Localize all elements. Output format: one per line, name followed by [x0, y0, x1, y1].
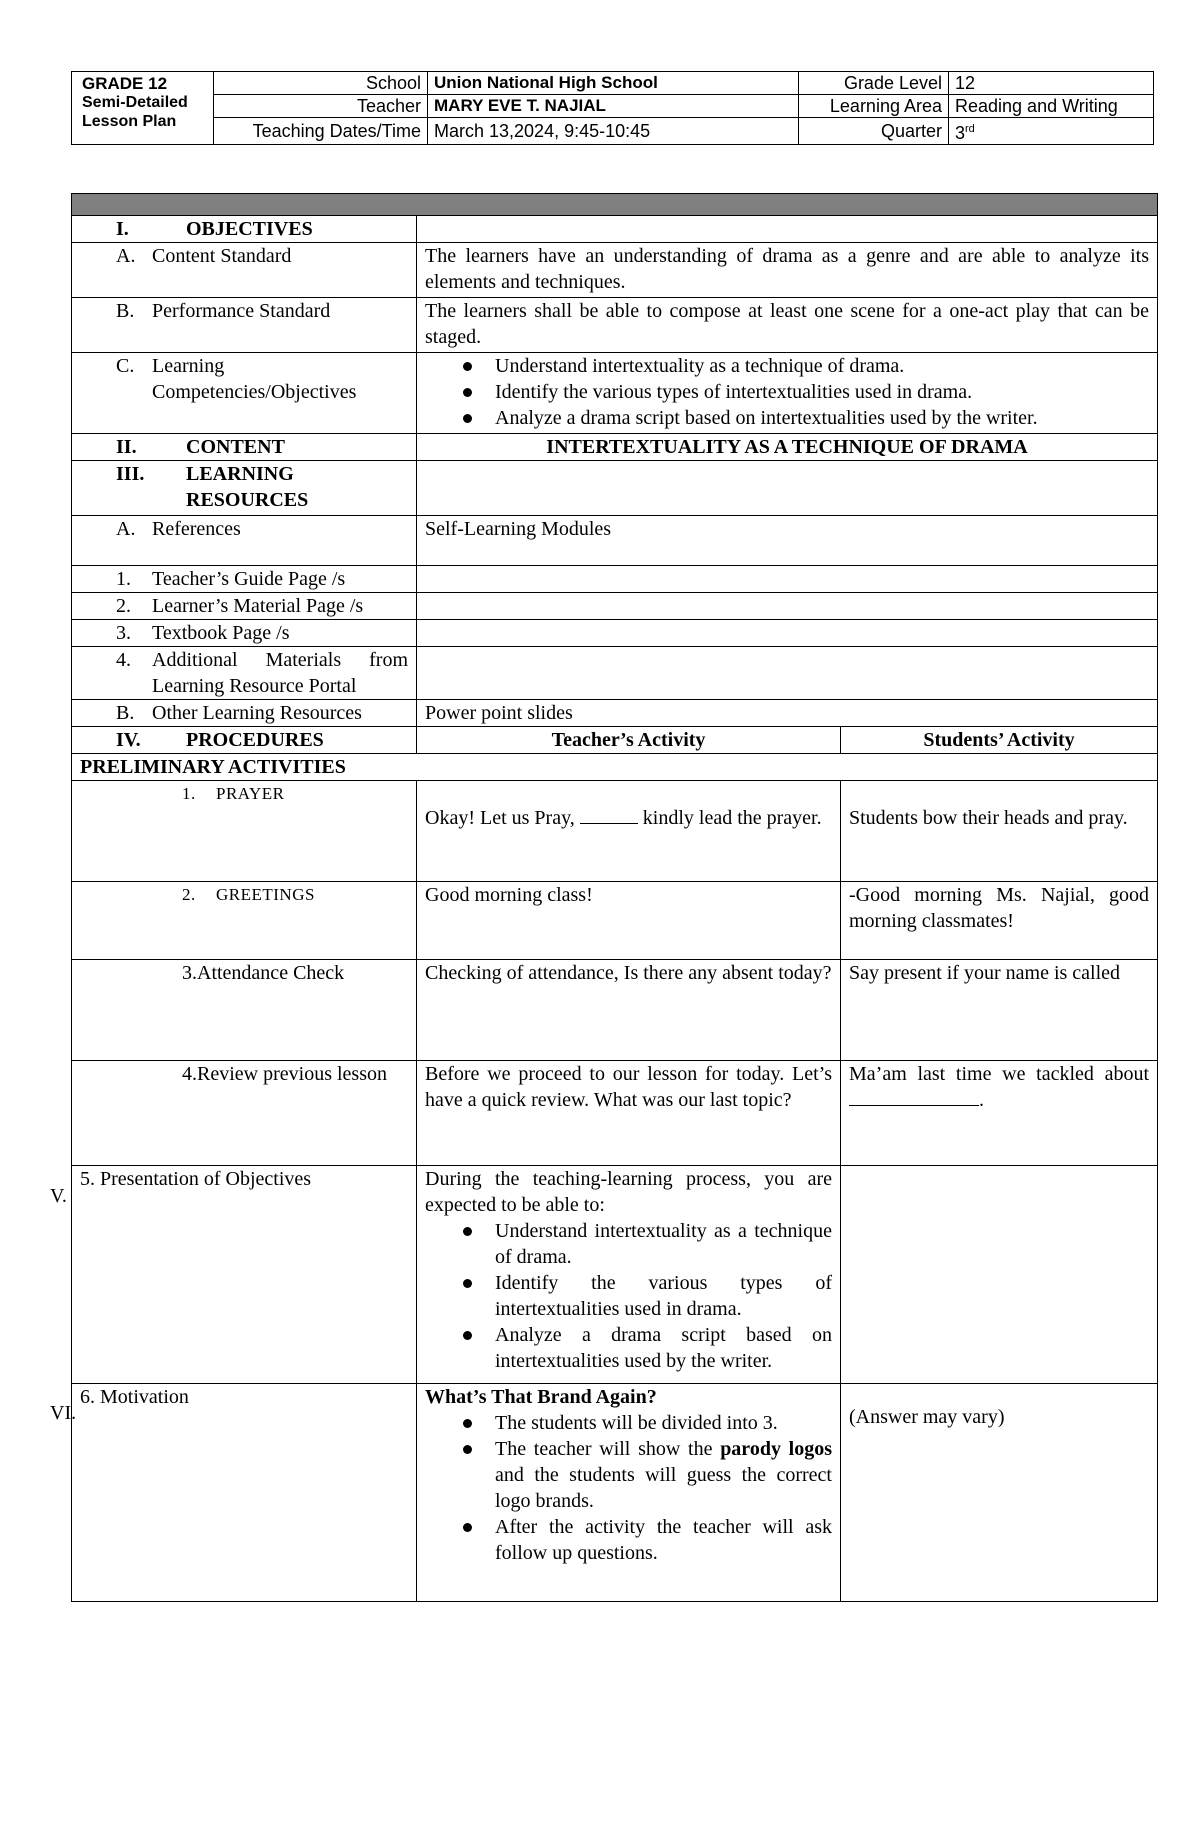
attendance-students: Say present if your name is called: [841, 960, 1158, 1061]
references-value: Self-Learning Modules: [417, 516, 1158, 566]
prayer-label: 1. PRAYER: [72, 781, 417, 882]
dates-label: Teaching Dates/Time: [214, 118, 428, 145]
objectives-heading: I. OBJECTIVES: [72, 216, 417, 243]
resources-row: III. LEARNING RESOURCES: [72, 461, 1158, 516]
list-item: Identify the various types of intertextualities used in drama.: [495, 1272, 832, 1320]
list-item: The students will be divided into 3.: [495, 1410, 832, 1436]
greetings-row: [72, 882, 1158, 960]
competencies-row: C. Learning Competencies/Objectives Understand intertextuality as a technique of drama. Identify the various types of intertextualities used in drama. Analyze a drama script based on intertextualities used by the writer.: [72, 353, 1158, 434]
procedures-header-row: IV. PROCEDURES Teacher’s Activity Students’ Activity: [72, 727, 1158, 754]
list-item: The teacher will show the parody logos and the students will guess the correct logo brands.: [495, 1438, 833, 1512]
learning-area-label: Learning Area: [799, 95, 949, 118]
quarter-label: Quarter: [799, 118, 949, 145]
competencies-list-cell: [417, 353, 1158, 434]
lesson-plan-table: [71, 193, 1158, 1602]
content-heading: CONTENT: [186, 436, 285, 458]
teacher-value: MARY EVE T. NAJIAL: [428, 95, 799, 118]
prayer-row: [72, 781, 1158, 882]
other-resources-value: Power point slides: [417, 700, 1158, 727]
grade-level-label: Grade Level: [799, 72, 949, 95]
table-row: 3. Textbook Page /s: [72, 620, 1158, 647]
greetings-students: -Good morning Ms. Najial, good morning classmates!: [841, 882, 1158, 960]
content-standard-row: A. Content Standard The learners have an understanding of drama as a genre and are able to analyze its elements and techniques.: [72, 243, 1158, 298]
references-row: A. References Self-Learning Modules: [72, 516, 1158, 566]
motivation-row: [72, 1384, 1158, 1602]
quarter-value: 3rd: [949, 118, 1154, 145]
performance-standard-row: B. Performance Standard The learners shall be able to compose at least one scene for a one-act play that can be staged.: [72, 298, 1158, 353]
motivation-list: [425, 1410, 832, 1566]
review-students: Ma’am last time we tackled about .: [841, 1061, 1158, 1166]
resources-heading: LEARNING RESOURCES: [186, 463, 309, 511]
topic-blank: [849, 1091, 979, 1106]
content-standard-label: Content Standard: [152, 245, 292, 267]
header-table: [71, 71, 1154, 145]
dates-value: March 13,2024, 9:45-10:45: [428, 118, 799, 145]
gray-header-bar: [72, 194, 1158, 216]
motivation-students: (Answer may vary): [841, 1384, 1158, 1602]
list-item: Understand intertextuality as a technique of drama.: [495, 1220, 832, 1268]
list-item: Identify the various types of intertextualities used in drama.: [495, 379, 1149, 405]
review-teacher: Before we proceed to our lesson for today. Let’s have a quick review. What was our last topic?: [417, 1061, 841, 1166]
procedures-heading: PROCEDURES: [186, 729, 324, 751]
presentation-label: 5. Presentation of Objectives: [72, 1166, 417, 1384]
teacher-activity-header: Teacher’s Activity: [417, 727, 841, 754]
competencies-list: [425, 353, 1149, 431]
activity-title: What’s That Brand Again?: [425, 1386, 657, 1408]
list-item: Analyze a drama script based on intertextualities used by the writer.: [495, 1324, 832, 1372]
review-label: 4.Review previous lesson: [72, 1061, 417, 1166]
motivation-teacher: [417, 1384, 841, 1602]
motivation-label: 6. Motivation: [72, 1384, 417, 1602]
plan-title: GRADE 12 Semi-Detailed Lesson Plan: [72, 72, 214, 145]
greetings-label: 2. GREETINGS: [72, 882, 417, 960]
presentation-objectives-list: [425, 1218, 832, 1374]
review-row: [72, 1061, 1158, 1166]
preliminary-row: [72, 754, 1158, 781]
content-row: II. CONTENT INTERTEXTUALITY AS A TECHNIQUE OF DRAMA: [72, 434, 1158, 461]
content-standard-text: The learners have an understanding of drama as a genre and are able to analyze its elements and techniques.: [417, 243, 1158, 298]
objectives-row: [72, 216, 1158, 243]
greetings-teacher: Good morning class!: [417, 882, 841, 960]
performance-standard-label: Performance Standard: [152, 300, 331, 322]
list-item: After the activity the teacher will ask follow up questions.: [495, 1516, 832, 1564]
content-topic: INTERTEXTUALITY AS A TECHNIQUE OF DRAMA: [417, 434, 1158, 461]
attendance-row: [72, 960, 1158, 1061]
margin-numeral-vi: VI.: [50, 1402, 77, 1424]
prayer-students: Students bow their heads and pray.: [841, 781, 1158, 882]
list-item: Understand intertextuality as a technique of drama.: [495, 353, 1149, 379]
table-row: 4. Additional Materials from Learning Resource Portal: [72, 647, 1158, 700]
presentation-row: [72, 1166, 1158, 1384]
other-resources-row: B. Other Learning Resources Power point slides: [72, 700, 1158, 727]
prayer-teacher: Okay! Let us Pray, kindly lead the prayer.: [417, 781, 841, 882]
school-label: School: [214, 72, 428, 95]
table-row: 2. Learner’s Material Page /s: [72, 593, 1158, 620]
references-label: References: [152, 518, 241, 540]
performance-standard-text: The learners shall be able to compose at least one scene for a one-act play that can be staged.: [417, 298, 1158, 353]
students-activity-header: Students’ Activity: [841, 727, 1158, 754]
teacher-label: Teacher: [214, 95, 428, 118]
margin-numeral-v: V.: [50, 1185, 67, 1207]
grade-level-value: 12: [949, 72, 1154, 95]
attendance-teacher: Checking of attendance, Is there any absent today?: [417, 960, 841, 1061]
attendance-label: 3.Attendance Check: [72, 960, 417, 1061]
other-resources-label: Other Learning Resources: [152, 702, 362, 724]
list-item: Analyze a drama script based on intertextualities used by the writer.: [495, 405, 1149, 431]
competencies-label: Learning Competencies/Objectives: [152, 355, 357, 403]
name-blank: [580, 809, 638, 824]
school-value: Union National High School: [428, 72, 799, 95]
preliminary-heading: PRELIMINARY ACTIVITIES: [72, 754, 1158, 781]
learning-area-value: Reading and Writing: [949, 95, 1154, 118]
table-row: 1. Teacher’s Guide Page /s: [72, 566, 1158, 593]
presentation-teacher: During the teaching-learning process, you are expected to be able to: Understand intertextuality as a technique of drama. Identify the various types of intertextualities used in drama. Analyze a drama script based on intertextualities used by the writer.: [417, 1166, 841, 1384]
